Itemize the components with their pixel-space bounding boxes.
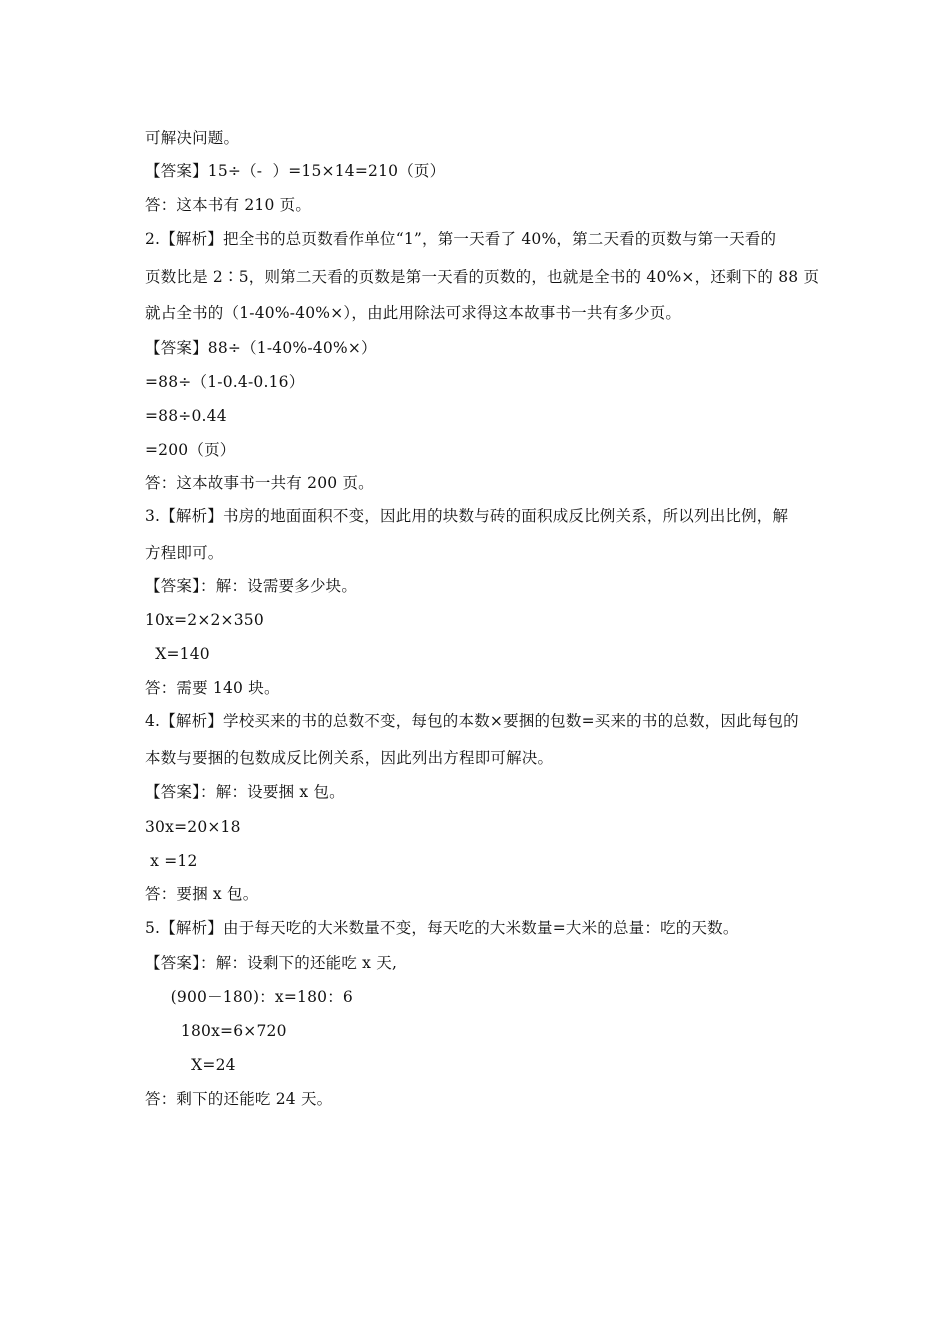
- answer-4-line-1: 【答案】：解：设要捆 x 包。: [145, 783, 345, 801]
- reply-line-1: 答：这本书有 210 页。: [145, 196, 312, 214]
- answer-3-line-1: 【答案】：解：设需要多少块。: [145, 577, 358, 595]
- answer-2-line-2: =88÷（1-0.4-0.16）: [145, 373, 305, 391]
- analysis-2-line-3: 就占全书的（1-40%-40%×），由此用除法可求得这本故事书一共有多少页。: [145, 304, 682, 322]
- answer-line-1: 【答案】15÷（- ）=15×14=210（页）: [145, 162, 446, 180]
- reply-line-4: 答：要捆 x 包。: [145, 885, 259, 903]
- answer-5-line-3: 180x=6×720: [145, 1022, 287, 1040]
- analysis-3-line-1: 3.【解析】书房的地面面积不变，因此用的块数与砖的面积成反比例关系，所以列出比例，解: [145, 507, 789, 525]
- answer-4-line-3: x =12: [145, 852, 198, 870]
- analysis-4-line-2: 本数与要捆的包数成反比例关系，因此列出方程即可解决。: [145, 749, 554, 767]
- answer-4-line-2: 30x=20×18: [145, 818, 241, 836]
- answer-2-line-1: 【答案】88÷（1-40%-40%×）: [145, 339, 377, 357]
- answer-3-line-3: X=140: [145, 645, 210, 663]
- analysis-4-line-1: 4.【解析】学校买来的书的总数不变，每包的本数×要捆的包数=买来的书的总数，因此每包的: [145, 712, 799, 730]
- answer-2-line-3: =88÷0.44: [145, 407, 227, 425]
- analysis-2-line-2: 页数比是 2∶5，则第二天看的页数是第一天看的页数的，也就是全书的 40%×，还剩下的 88 页: [145, 268, 820, 286]
- answer-5-line-4: X=24: [145, 1056, 236, 1074]
- answer-2-line-4: =200（页）: [145, 441, 236, 459]
- answer-5-line-1: 【答案】：解：设剩下的还能吃 x 天,: [145, 954, 398, 972]
- analysis-5-line-1: 5.【解析】由于每天吃的大米数量不变，每天吃的大米数量=大米的总量：吃的天数。: [145, 919, 739, 937]
- answer-3-line-2: 10x=2×2×350: [145, 611, 264, 629]
- analysis-2-line-1: 2.【解析】把全书的总页数看作单位“1”，第一天看了 40%，第二天看的页数与第一天看的: [145, 230, 777, 248]
- reply-line-5: 答：剩下的还能吃 24 天。: [145, 1090, 333, 1108]
- reply-line-2: 答：这本故事书一共有 200 页。: [145, 474, 374, 492]
- answer-5-line-2: (900－180)：x=180：6: [145, 988, 353, 1006]
- text-line-continuation: 可解决问题。: [145, 129, 240, 147]
- analysis-3-line-2: 方程即可。: [145, 544, 224, 562]
- reply-line-3: 答：需要 140 块。: [145, 679, 280, 697]
